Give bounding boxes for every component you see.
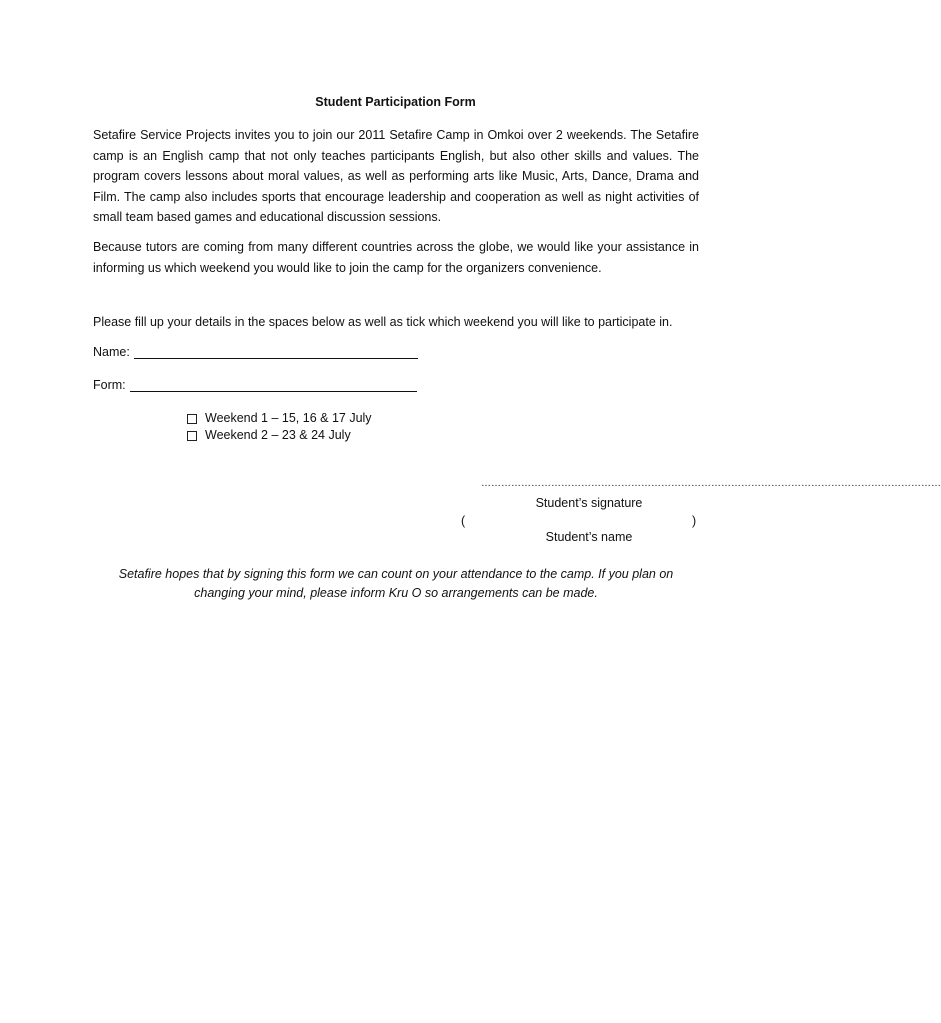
weekend-option-2[interactable] xyxy=(187,427,372,444)
footer-note: Setafire hopes that by signing this form we can count on your attendance to the camp. If you plan on changing your mind, please inform Kru O so arrangements can be made. xyxy=(118,567,674,600)
form-field-row xyxy=(93,378,417,392)
checkbox-icon[interactable] xyxy=(187,431,197,441)
weekend-option-label: Weekend 2 – 23 & 24 July xyxy=(205,428,351,442)
tutors-paragraph: Because tutors are coming from many different countries across the globe, we would like your assistance in informing us which weekend you would like to join the camp for the organizers convenience. xyxy=(93,240,699,275)
weekend-options xyxy=(187,410,372,444)
weekend-option-1[interactable] xyxy=(187,410,372,427)
weekend-option-label: Weekend 1 – 15, 16 & 17 July xyxy=(205,411,372,425)
name-fill-line[interactable] xyxy=(134,346,418,359)
name-paren-open: ( xyxy=(461,514,466,528)
form-fill-line[interactable] xyxy=(130,379,417,392)
form-label: Form: xyxy=(93,378,126,392)
instructions-paragraph: Please fill up your details in the spaces below as well as tick which weekend you will like to participate in. xyxy=(93,315,673,329)
signature-line[interactable]: ………………………………………………………………………………………………………………………… xyxy=(481,478,941,489)
intro-paragraph: Setafire Service Projects invites you to join our 2011 Setafire Camp in Omkoi over 2 weekends. The Setafire camp is an English camp that not only teaches participants English, but also other skills and values. The program covers lessons about moral values, as well as performing arts like Music, Arts, Dance, Drama and Film. The camp also includes sports that encourage leadership and cooperation as well as night activities of small team based games and educational discussion sessions. xyxy=(93,128,699,224)
signature-label: Student’s signature xyxy=(535,496,643,510)
checkbox-icon[interactable] xyxy=(187,414,197,424)
name-field-row xyxy=(93,345,418,359)
form-title: Student Participation Form xyxy=(315,95,476,109)
name-paren-close: ) xyxy=(692,514,697,528)
name-label: Name: xyxy=(93,345,130,359)
student-name-label: Student’s name xyxy=(545,530,633,544)
